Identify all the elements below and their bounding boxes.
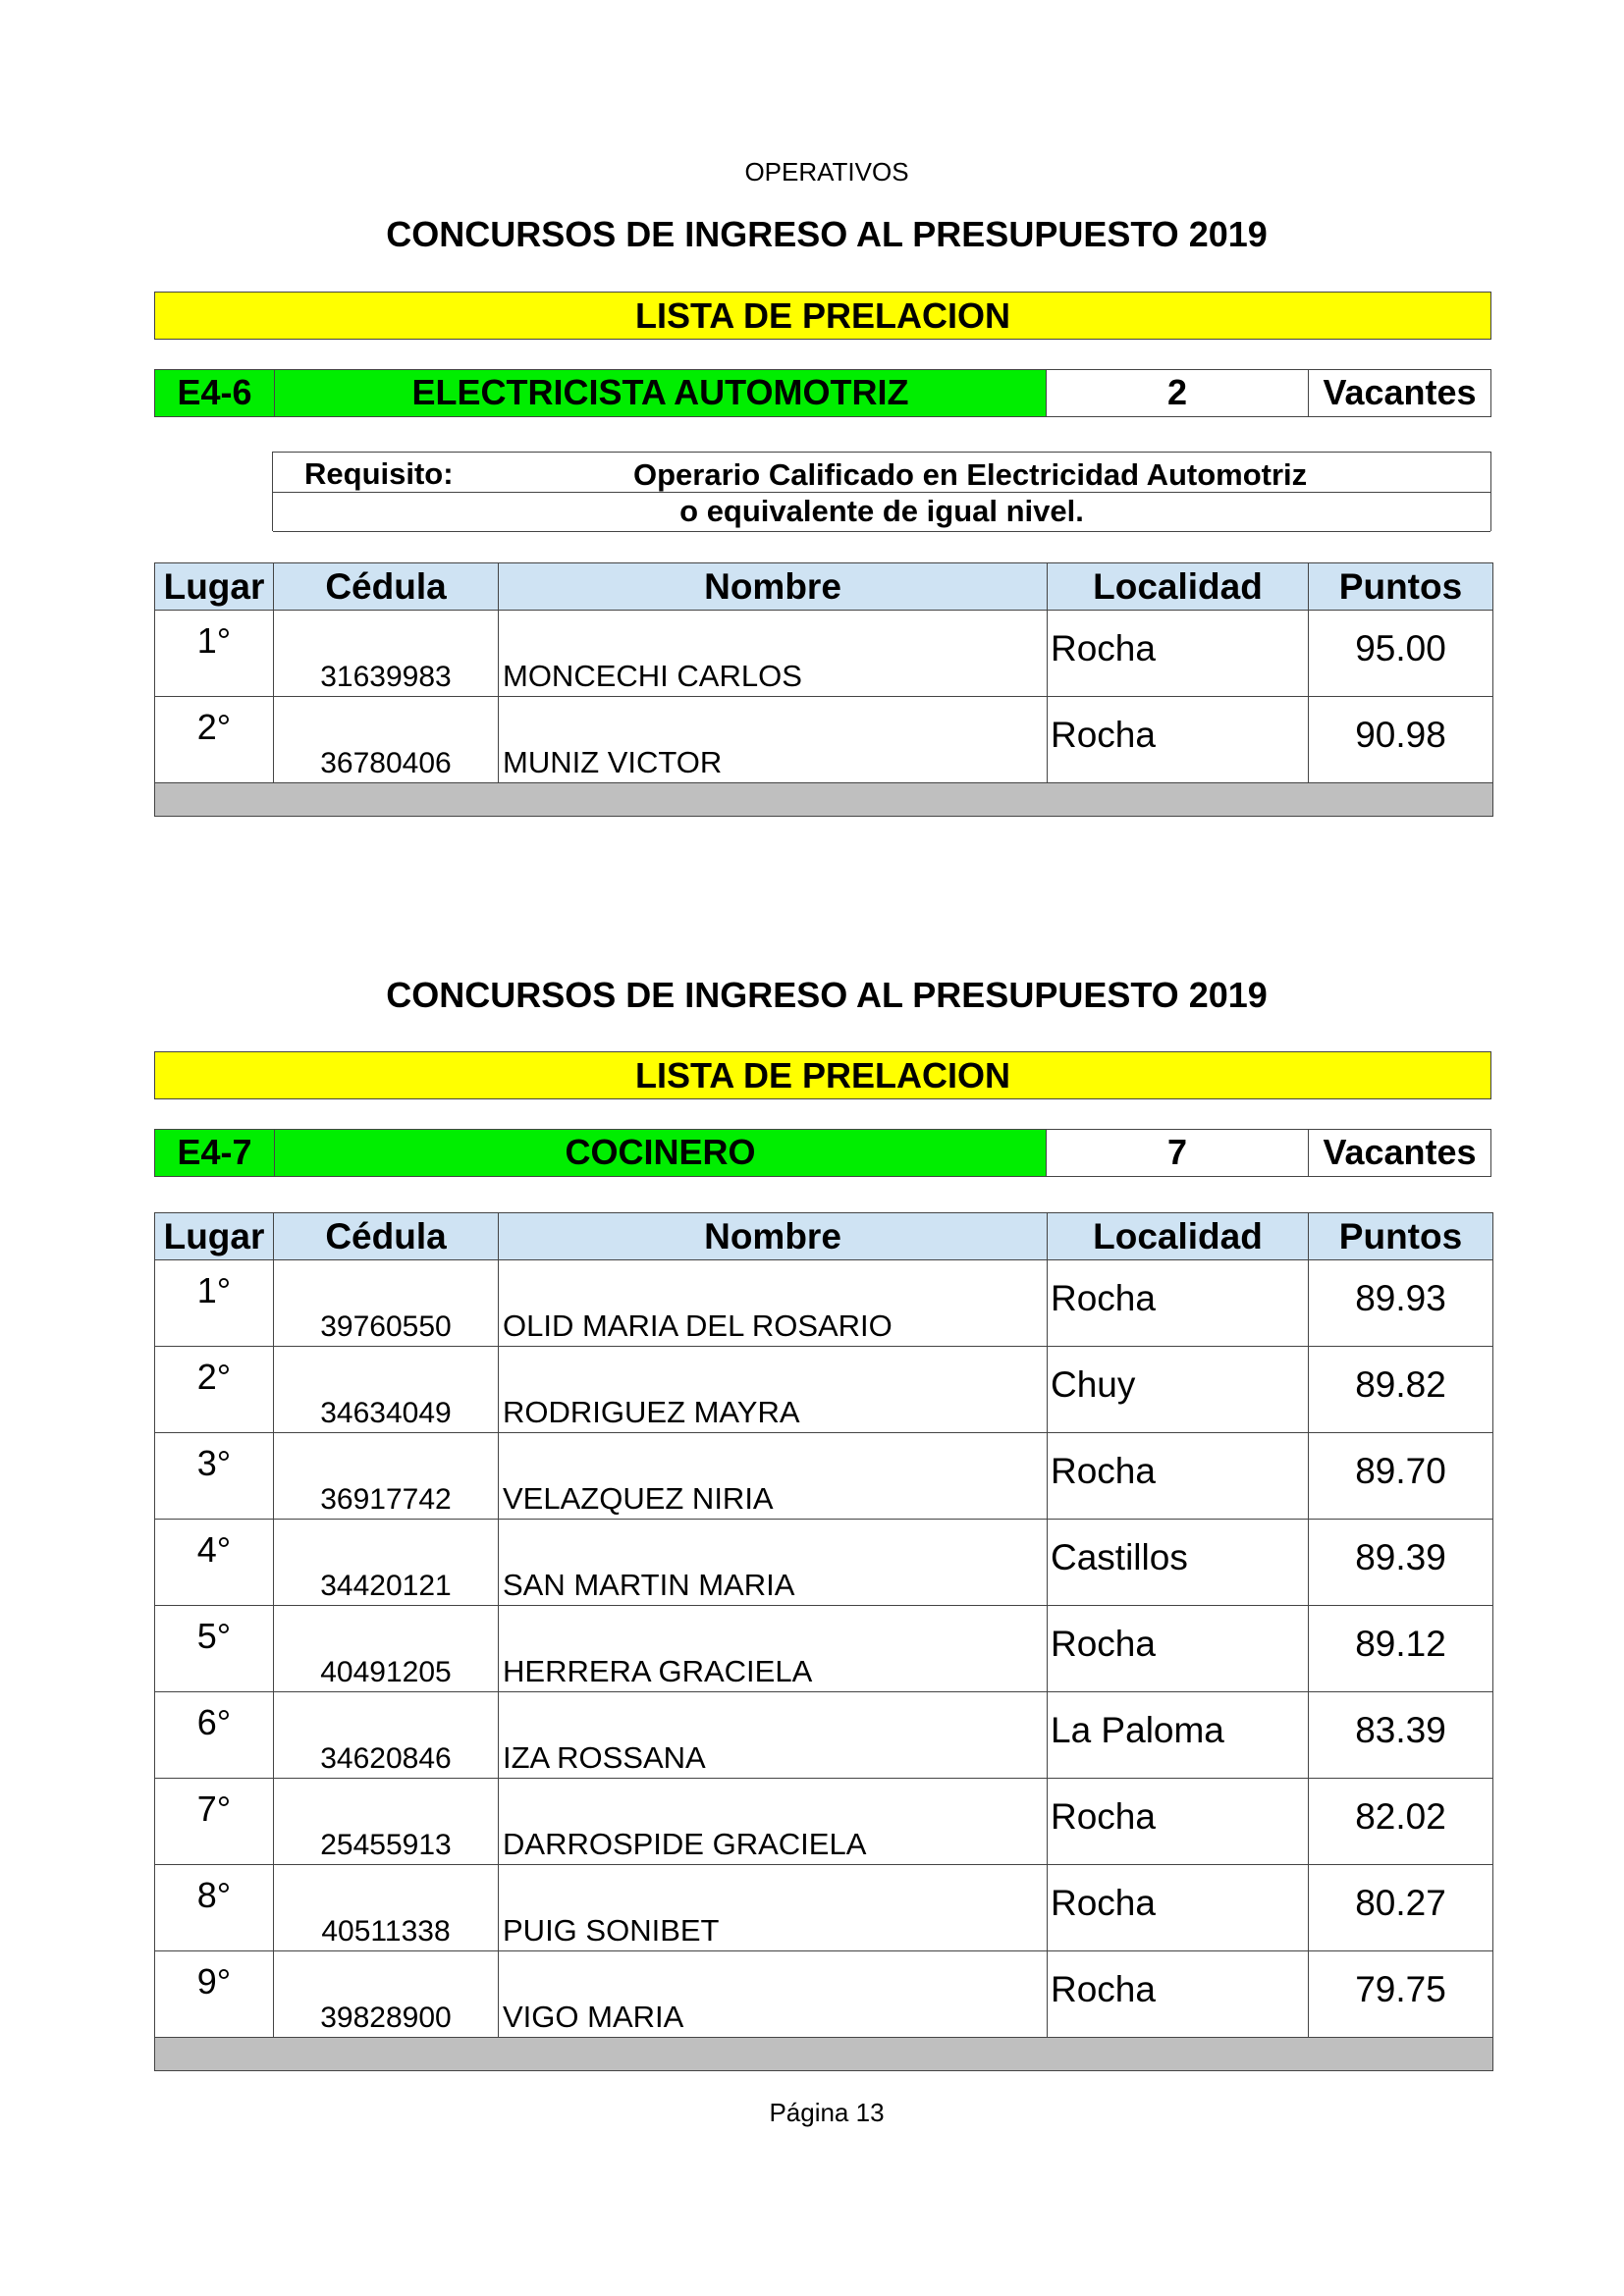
cell-puntos: 83.39 — [1309, 1692, 1493, 1779]
cell-puntos: 89.12 — [1309, 1606, 1493, 1692]
ranking-table — [154, 1212, 1493, 2071]
cell-localidad: Rocha — [1048, 1951, 1309, 2038]
table-row — [155, 1433, 1493, 1520]
column-header-lugar: Lugar — [155, 1213, 274, 1260]
document-header-label: OPERATIVOS — [744, 157, 909, 187]
column-header-puntos: Puntos — [1309, 563, 1493, 611]
cell-lugar: 2° — [155, 697, 274, 783]
table-header-row — [155, 1213, 1493, 1260]
position-row — [154, 1129, 1491, 1177]
cell-nombre: OLID MARIA DEL ROSARIO — [499, 1260, 1048, 1347]
table-footer-bar — [155, 2038, 1493, 2071]
cell-nombre: DARROSPIDE GRACIELA — [499, 1779, 1048, 1865]
cell-localidad: Rocha — [1048, 1433, 1309, 1520]
cell-lugar: 7° — [155, 1779, 274, 1865]
column-header-lugar: Lugar — [155, 563, 274, 611]
table-row — [155, 697, 1493, 783]
cell-cedula: 40511338 — [274, 1865, 499, 1951]
cell-nombre: MUNIZ VICTOR — [499, 697, 1048, 783]
cell-puntos: 82.02 — [1309, 1779, 1493, 1865]
cell-lugar: 3° — [155, 1433, 274, 1520]
position-code: E4-7 — [155, 1130, 275, 1176]
cell-puntos: 89.82 — [1309, 1347, 1493, 1433]
requirement-label: Requisito: — [304, 456, 454, 491]
cell-cedula: 39828900 — [274, 1951, 499, 2038]
table-row — [155, 1692, 1493, 1779]
priority-list-banner: LISTA DE PRELACION — [154, 1051, 1491, 1099]
cell-cedula: 36780406 — [274, 697, 499, 783]
cell-lugar: 9° — [155, 1951, 274, 2038]
section-title: CONCURSOS DE INGRESO AL PRESUPUESTO 2019 — [386, 214, 1268, 254]
vacancies-label: Vacantes — [1323, 372, 1477, 412]
table-footer-bar — [155, 783, 1493, 817]
requirement-box — [272, 452, 1491, 531]
requirement-text-line1: Operario Calificado en Electricidad Automotriz — [633, 457, 1308, 492]
ranking-table — [154, 562, 1493, 817]
cell-lugar: 1° — [155, 1260, 274, 1347]
vacancies-count: 7 — [1047, 1130, 1309, 1176]
position-name: COCINERO — [275, 1130, 1047, 1176]
column-header-puntos: Puntos — [1309, 1213, 1493, 1260]
cell-cedula: 34420121 — [274, 1520, 499, 1606]
table-row — [155, 1347, 1493, 1433]
table-row — [155, 1260, 1493, 1347]
column-header-localidad: Localidad — [1048, 1213, 1309, 1260]
cell-nombre: PUIG SONIBET — [499, 1865, 1048, 1951]
priority-list-banner: LISTA DE PRELACION — [154, 292, 1491, 340]
cell-lugar: 2° — [155, 1347, 274, 1433]
cell-lugar: 6° — [155, 1692, 274, 1779]
cell-puntos: 95.00 — [1309, 611, 1493, 697]
cell-localidad: Castillos — [1048, 1520, 1309, 1606]
cell-puntos: 79.75 — [1309, 1951, 1493, 2038]
cell-nombre: VELAZQUEZ NIRIA — [499, 1433, 1048, 1520]
position-code: E4-6 — [155, 370, 275, 416]
cell-puntos: 80.27 — [1309, 1865, 1493, 1951]
cell-localidad: Rocha — [1048, 1606, 1309, 1692]
cell-nombre: VIGO MARIA — [499, 1951, 1048, 2038]
cell-localidad: Rocha — [1048, 1779, 1309, 1865]
cell-cedula: 34620846 — [274, 1692, 499, 1779]
column-header-nombre: Nombre — [499, 563, 1048, 611]
table-header-row — [155, 563, 1493, 611]
cell-localidad: Rocha — [1048, 1865, 1309, 1951]
cell-nombre: RODRIGUEZ MAYRA — [499, 1347, 1048, 1433]
cell-cedula: 34634049 — [274, 1347, 499, 1433]
position-name: ELECTRICISTA AUTOMOTRIZ — [275, 370, 1047, 416]
cell-cedula: 31639983 — [274, 611, 499, 697]
table-row — [155, 1865, 1493, 1951]
cell-nombre: IZA ROSSANA — [499, 1692, 1048, 1779]
requirement-text-line2: o equivalente de igual nivel. — [273, 492, 1490, 532]
table-row — [155, 611, 1493, 697]
cell-localidad: Rocha — [1048, 611, 1309, 697]
table-row — [155, 1951, 1493, 2038]
cell-puntos: 90.98 — [1309, 697, 1493, 783]
cell-cedula: 25455913 — [274, 1779, 499, 1865]
cell-localidad: Rocha — [1048, 1260, 1309, 1347]
table-row — [155, 1606, 1493, 1692]
column-header-cedula: Cédula — [274, 1213, 499, 1260]
cell-cedula: 40491205 — [274, 1606, 499, 1692]
cell-puntos: 89.93 — [1309, 1260, 1493, 1347]
cell-lugar: 5° — [155, 1606, 274, 1692]
column-header-cedula: Cédula — [274, 563, 499, 611]
section-title: CONCURSOS DE INGRESO AL PRESUPUESTO 2019 — [386, 975, 1268, 1015]
cell-cedula: 36917742 — [274, 1433, 499, 1520]
cell-lugar: 8° — [155, 1865, 274, 1951]
column-header-nombre: Nombre — [499, 1213, 1048, 1260]
column-header-localidad: Localidad — [1048, 563, 1309, 611]
table-row — [155, 1779, 1493, 1865]
vacancies-label: Vacantes — [1323, 1132, 1477, 1172]
vacancies-count: 2 — [1047, 370, 1309, 416]
cell-cedula: 39760550 — [274, 1260, 499, 1347]
table-row — [155, 1520, 1493, 1606]
cell-localidad: La Paloma — [1048, 1692, 1309, 1779]
page-number: Página 13 — [769, 2098, 885, 2127]
cell-puntos: 89.70 — [1309, 1433, 1493, 1520]
cell-nombre: SAN MARTIN MARIA — [499, 1520, 1048, 1606]
cell-puntos: 89.39 — [1309, 1520, 1493, 1606]
cell-lugar: 1° — [155, 611, 274, 697]
position-row — [154, 369, 1491, 417]
cell-nombre: MONCECHI CARLOS — [499, 611, 1048, 697]
cell-localidad: Rocha — [1048, 697, 1309, 783]
cell-nombre: HERRERA GRACIELA — [499, 1606, 1048, 1692]
cell-lugar: 4° — [155, 1520, 274, 1606]
cell-localidad: Chuy — [1048, 1347, 1309, 1433]
